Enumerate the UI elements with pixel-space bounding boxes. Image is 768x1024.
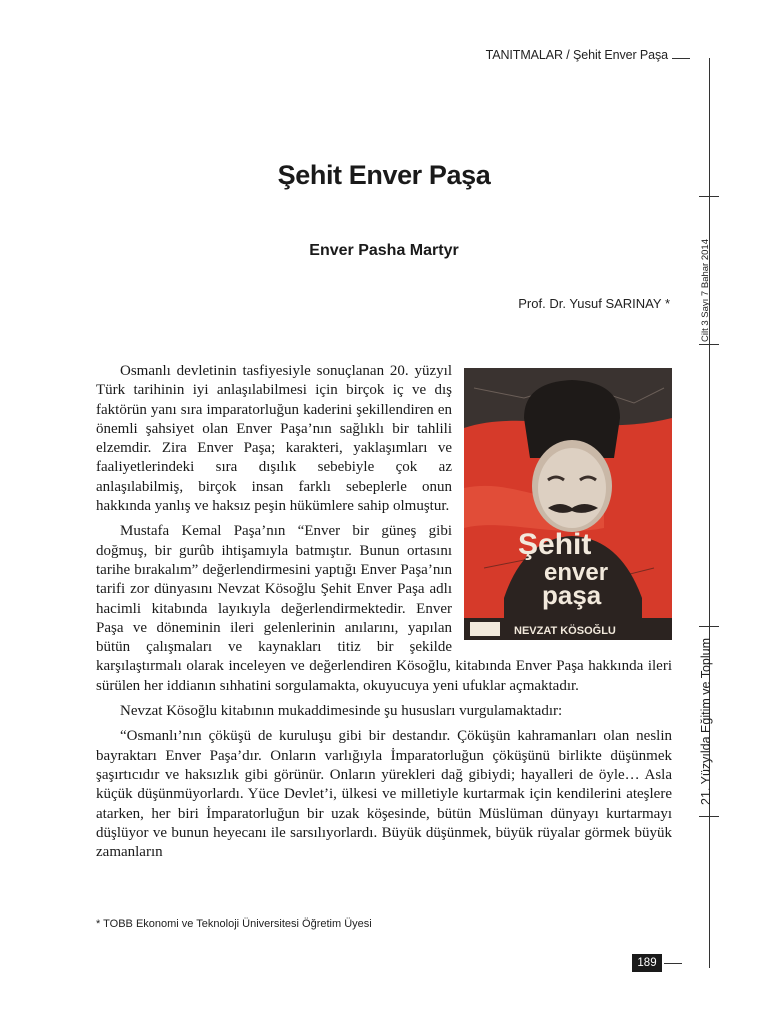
paragraph: Nevzat Kösoğlu kitabının mukaddimesinde şu hususları vurgulamaktadır: [120,703,563,720]
running-header: TANITMALAR / Şehit Enver Paşa [485,48,668,62]
cover-title-line1: Şehit [518,528,592,561]
article-author: Prof. Dr. Yusuf SARINAY * [518,296,670,311]
cover-title-line3: paşa [542,580,602,610]
margin-rule [709,58,710,968]
margin-tick [699,344,719,345]
footnote: * TOBB Ekonomi ve Teknoloji Üniversitesi Öğretim Üyesi [96,918,372,930]
article-body [96,362,672,868]
paragraph: Mustafa Kemal Paşa’nın “Enver bir güneş gibi doğmuş, bir gurûb ihtişamıyla batmıştır. Bunun ortasını tarihe bırakalım” değerlendirmesini yaptığı Enver Paşa’nın tarifi zor dünyasını Nevzat Kösoğlu Şehit Enver Paşa adlı hacimli kitabında layıkıyla değerlendirmektedir. Enver Paşa ve döneminin ileri gelenlerinin anılarını, yapılan bütün çalışmaları ve kaynakları titiz bir şekilde karşılaştırmalı olarak inceleyen ve değerlendiren Kösoğlu, kitabında Enver Paşa hakkında ileri sürülen her iddianın sıhhatini sorgulamakta, okuyucuya yeni ufuklar açmaktadır. [96,523,672,694]
quote-paragraph: “Osmanlı’nın çöküşü de kuruluşu gibi bir destandır. Çöküşün kahramanları olan neslin bayraktarı Enver Paşa’dır. Onların varlığıyla İmparatorluğun çöküşünü birlikte düşünmek şaşırtıcıdır ve haksızlık gibi görünür. Onların yürekleri dağ gibiydi; hayalleri de öyle… Asla küçük düşünmüyorlardı. Yüce Devlet’i, ülkesi ve milletiyle kurtarmak için kendilerini ateşlere atarken, her biri İmparatorluğun bir uzak köşesinde, bütün Müslüman dünyayı kurtarmayı düşlüyor ve bunun heyecanı ile sarsılıyorlardı. Büyük düşünmek, büyük rüyalar görmek büyük zamanların [96,728,672,861]
page-number: 189 [632,954,662,972]
cover-title-line2: enver [544,559,609,586]
volume-issue-label: Cilt 3 Sayı 7 Bahar 2014 [700,239,711,342]
margin-tick [699,626,719,627]
margin-tick [699,196,719,197]
article-subtitle: Enver Pasha Martyr [309,242,459,259]
margin-tick [699,816,719,817]
header-rule [672,58,690,59]
article-title: Şehit Enver Paşa [277,160,491,190]
journal-name: 21. Yüzyılda Eğitim ve Toplum [699,638,713,805]
paragraph: Osmanlı devletinin tasfiyesiyle sonuçlanan 20. yüzyıl Türk tarihinin iyi anlaşılabilmesi için birçok iç ve dış faktörün yanı sıra imparatorluğun kaderini şekillendiren en önemli şahsiyet olan Enver Paşa’nın sağlıklı bir tahlili elzemdir. Zira Enver Paşa; karakteri, yaklaşımları ve faaliyetlerindeki sıra dışılık sebebiyle çok az anlaşılabilmiş, birçok insan farklı sebeplerle onun hakkında yanlış ve haksız peşin hükümlere sahip olmuştur. [96,363,452,515]
cover-author: NEVZAT KÖSOĞLU [514,625,616,637]
book-cover-image [464,368,672,640]
page-number-rule [664,963,682,964]
